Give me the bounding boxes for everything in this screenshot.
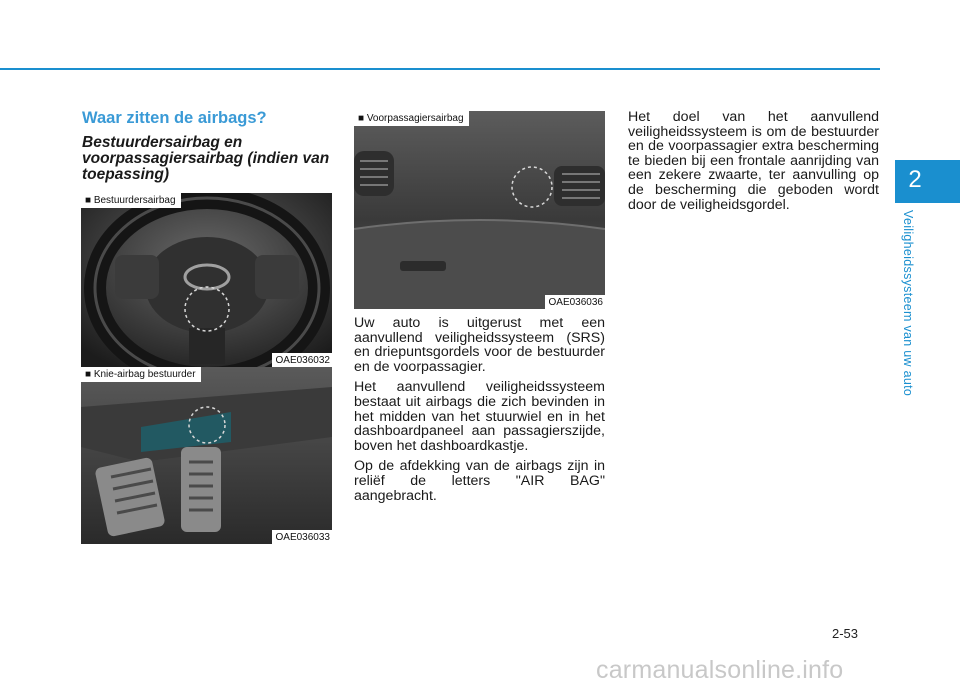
middle-column-text bbox=[354, 316, 605, 503]
driver-airbag-label: ■ Bestuurdersairbag bbox=[81, 193, 181, 208]
knee-airbag-code: OAE036033 bbox=[272, 530, 333, 544]
paragraph-srs-intro: Uw auto is uitgerust met een aanvullend veiligheidssysteem (SRS) en driepuntsgordels voor de bestuurder en de voorpassagier. bbox=[354, 315, 605, 375]
paragraph-airbag-marking: Op de afdekking van de airbags zijn in reliëf de letters "AIR BAG" aangebracht. bbox=[354, 458, 605, 504]
sub-heading: Bestuurdersairbag en voorpassagiersairbag (indien van toepassing) bbox=[82, 134, 330, 183]
chapter-tab bbox=[895, 160, 960, 203]
top-rule bbox=[0, 68, 880, 70]
paragraph-srs-purpose: Het doel van het aanvullend veiligheidssysteem is om de bestuurder en de voorpassagier extra bescherming te bieden bij een frontale aanrijding van een zekere zwaarte, ter aanvulling op de bescherming die geboden wordt door de veiligheidsgordel. bbox=[628, 109, 879, 213]
chapter-title bbox=[901, 210, 921, 410]
passenger-airbag-code: OAE036036 bbox=[545, 295, 606, 309]
section-heading: Waar zitten de airbags? bbox=[82, 109, 267, 127]
steering-wheel-illustration bbox=[81, 193, 332, 367]
passenger-airbag-label: ■ Voorpassagiersairbag bbox=[354, 111, 469, 126]
right-column-text bbox=[628, 110, 879, 212]
watermark: carmanualsonline.info bbox=[596, 656, 844, 684]
chapter-title-text: Veiligheidssysteem van uw auto bbox=[901, 210, 915, 397]
knee-airbag-figure bbox=[81, 367, 332, 544]
chapter-number: 2 bbox=[908, 166, 922, 193]
knee-airbag-label: ■ Knie-airbag bestuurder bbox=[81, 367, 201, 382]
driver-airbag-figure bbox=[81, 193, 332, 367]
page-number: 2-53 bbox=[832, 626, 859, 641]
paragraph-airbag-locations: Het aanvullend veiligheidssysteem bestaat uit airbags die zich bevinden in het midden van het stuurwiel en in het dashboardpaneel aan passagierszijde, boven het dashboardkastje. bbox=[354, 379, 605, 454]
pedals-illustration bbox=[81, 367, 332, 544]
passenger-airbag-figure bbox=[354, 111, 605, 309]
dashboard-illustration bbox=[354, 111, 605, 309]
driver-airbag-code: OAE036032 bbox=[272, 353, 333, 367]
